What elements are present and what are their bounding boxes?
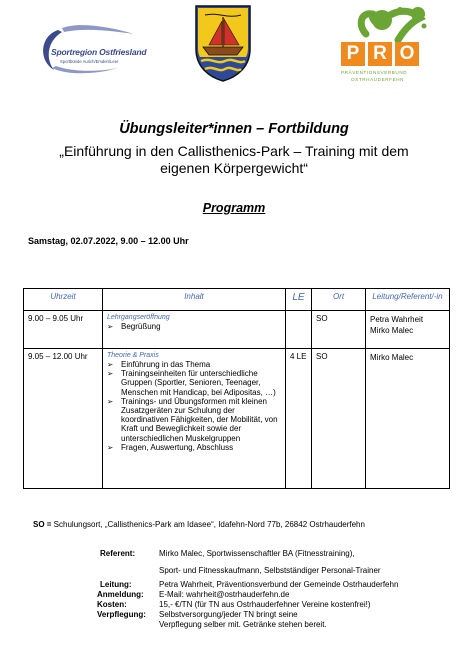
row1-leitung-name: Petra Wahrheit	[370, 315, 424, 324]
row2-item: ➢ Fragen, Auswertung, Abschluss	[107, 443, 281, 452]
event-date: Samstag, 02.07.2022, 9.00 – 12.00 Uhr	[28, 236, 189, 246]
row1-leitung-name: Mirko Malec	[370, 326, 414, 335]
header-ort: Ort	[312, 289, 366, 311]
header-inhalt: Inhalt	[103, 289, 286, 311]
referent-label: Referent:	[100, 549, 136, 558]
referent-label-text: Referent	[100, 549, 133, 558]
row2-time: 9.05 – 12.00 Uhr	[24, 349, 103, 489]
table-row	[24, 349, 450, 489]
verpflegung-label: Verpflegung:	[97, 610, 146, 619]
pro-letter-p: P	[341, 42, 365, 66]
row2-ort: SO	[312, 349, 366, 489]
header-leitung: Leitung/Referent/-in	[366, 289, 450, 311]
sportregion-subtitle: Sportbünde Aurich/Emden/Leer	[60, 59, 119, 64]
pro-letters	[341, 42, 419, 66]
row1-time: 9.00 – 9.05 Uhr	[24, 311, 103, 349]
row1-ort: SO	[312, 311, 366, 349]
kosten-label: Kosten:	[97, 600, 127, 609]
document-title: Übungsleiter*innen – Fortbildung	[119, 121, 349, 137]
pro-letter-o: O	[395, 42, 419, 66]
referent-line-2: Sport- und Fitnesskaufmann, Selbstständiger Personal-Trainer	[159, 566, 381, 575]
row1-item: ➢ Begrüßung	[107, 322, 281, 331]
kosten-value: 15,- €/TN (für TN aus Ostrhauderfehner Vereine kostenfrei!)	[159, 600, 371, 609]
leitung-value: Petra Wahrheit, Präventionsverbund der Gemeinde Ostrhauderfehn	[159, 580, 399, 589]
row2-item: ➢ Einführung in das Thema	[107, 360, 281, 369]
programm-heading: Programm	[202, 201, 266, 215]
row2-content	[103, 349, 286, 489]
row1-category: Lehrgangseröffnung	[107, 314, 170, 321]
row1-items	[107, 322, 281, 331]
row2-item: ➢ Trainingseinheiten für unterschiedliche Gruppen (Sportler, Senioren, Teenager, Menschen mit Handicap, bei Adipositas, …)	[107, 369, 281, 397]
row2-leitung	[366, 349, 450, 489]
table-header-row	[24, 289, 450, 311]
row2-category: Theorie & Praxis	[107, 352, 159, 359]
subtitle-line-2: eigenen Körpergewicht“	[160, 159, 308, 176]
row2-leitung-name: Mirko Malec	[370, 353, 414, 362]
verpflegung-line-1: Selbstversorgung/jeder TN bringt seine	[159, 610, 298, 619]
referent-line-1: Mirko Malec, Sportwissenschaftler BA (Fitnesstraining),	[159, 549, 355, 558]
row2-item: ➢ Trainings- und Übungsformen mit kleinen Zusatzgeräten zur Schulung der koordinativen Fähigkeiten, der Mobilität, von Kraft und Beweglichkeit sowie der unterschiedlichen Muskelgruppen	[107, 397, 281, 443]
sportregion-logo	[38, 24, 150, 78]
header-uhrzeit: Uhrzeit	[24, 289, 103, 311]
row1-leitung	[366, 311, 450, 349]
anmeldung-label: Anmeldung:	[97, 590, 144, 599]
row1-le	[286, 311, 312, 349]
pro-subtitle-2: OSTRHAUDERFEHN	[351, 77, 405, 82]
leitung-label: Leitung:	[100, 580, 132, 589]
table-row	[24, 311, 450, 349]
row1-content	[103, 311, 286, 349]
so-label: SO =	[33, 520, 52, 529]
pro-logo	[338, 4, 438, 88]
crest-boat-icon	[193, 3, 253, 83]
header-le: LE	[286, 289, 312, 311]
row2-le: 4 LE	[286, 349, 312, 489]
pro-letter-r: R	[368, 42, 392, 66]
sportregion-name: Sportregion Ostfriesland	[51, 47, 147, 57]
verpflegung-line-2: Verpflegung selber mit. Getränke stehen bereit.	[159, 620, 327, 629]
municipal-crest-logo	[193, 3, 253, 83]
document-subtitle	[20, 143, 448, 176]
subtitle-line-1: „Einführung in den Callisthenics-Park – Training mit dem	[59, 143, 409, 159]
pro-figure-icon	[338, 4, 438, 44]
schulungsort-note	[33, 520, 365, 529]
so-text: Schulungsort, „Callisthenics-Park am Idasee“, Idafehn-Nord 77b, 26842 Ostrhauderfehn	[51, 520, 365, 529]
anmeldung-value: E-Mail: wahrheit@ostrhauderfehn.de	[159, 590, 290, 599]
pro-subtitle-1: PRÄVENTIONSVERBUND	[341, 70, 408, 75]
schedule-table	[23, 288, 450, 489]
row2-items	[107, 360, 281, 452]
